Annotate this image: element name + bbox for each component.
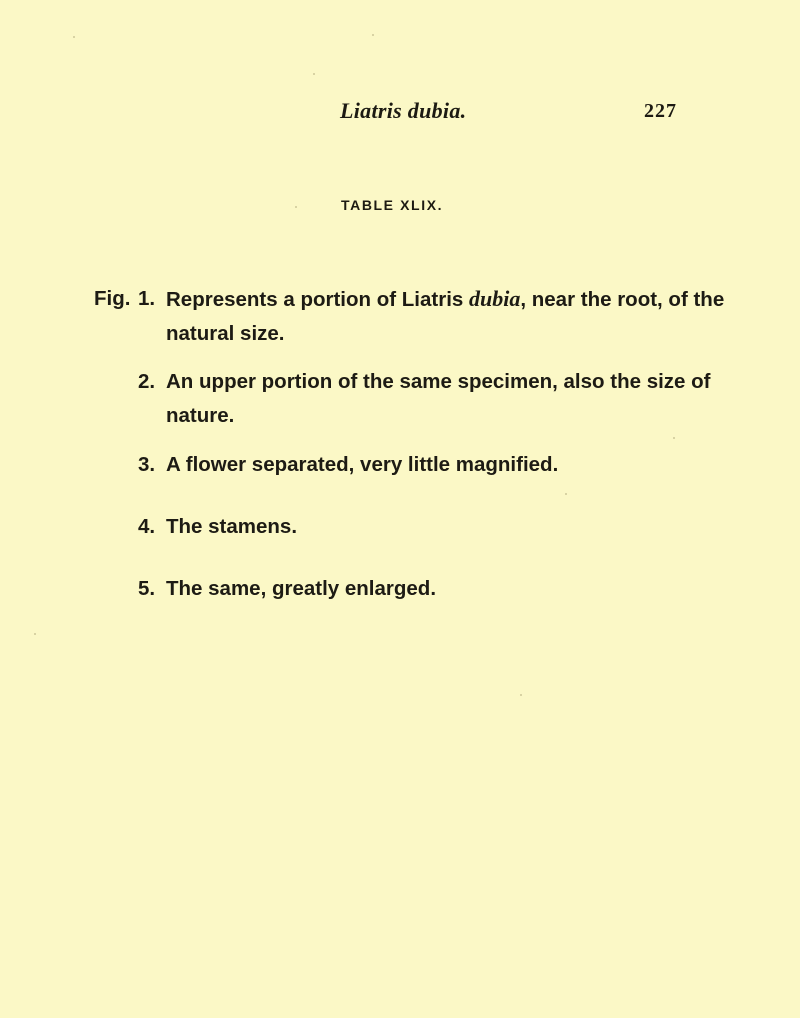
paper-speck [673, 437, 675, 439]
figure-description: A flower separated, very little magnified. [166, 453, 559, 476]
figure-description: The stamens. [166, 515, 298, 538]
figure-number: 3. [138, 453, 156, 476]
page-number: 227 [644, 100, 677, 122]
paper-speck [313, 73, 315, 75]
figure-number: 4. [138, 515, 156, 538]
paper-speck [565, 493, 567, 495]
paper-speck [73, 36, 75, 38]
paper-speck [372, 34, 374, 36]
species-name-italic: dubia [469, 286, 521, 311]
figure-description-part: Represents a portion of Liatris [166, 288, 469, 311]
figure-description: An upper portion of the same specimen, also the size of nature. [166, 370, 711, 427]
figure-prefix: Fig. [94, 287, 131, 310]
paper-speck [34, 633, 36, 635]
figure-description-part: , near the root, of the natural size. [166, 288, 725, 345]
figure-description [166, 282, 726, 351]
running-title: Liatris dubia. [340, 98, 467, 123]
figure-number: 1. [138, 287, 156, 310]
paper-speck [520, 694, 522, 696]
figure-description: The same, greatly enlarged. [166, 577, 437, 600]
paper-speck [295, 206, 297, 208]
figure-number: 5. [138, 577, 156, 600]
table-heading: TABLE XLIX. [341, 197, 444, 213]
figure-number: 2. [138, 370, 156, 393]
running-head [0, 98, 800, 138]
